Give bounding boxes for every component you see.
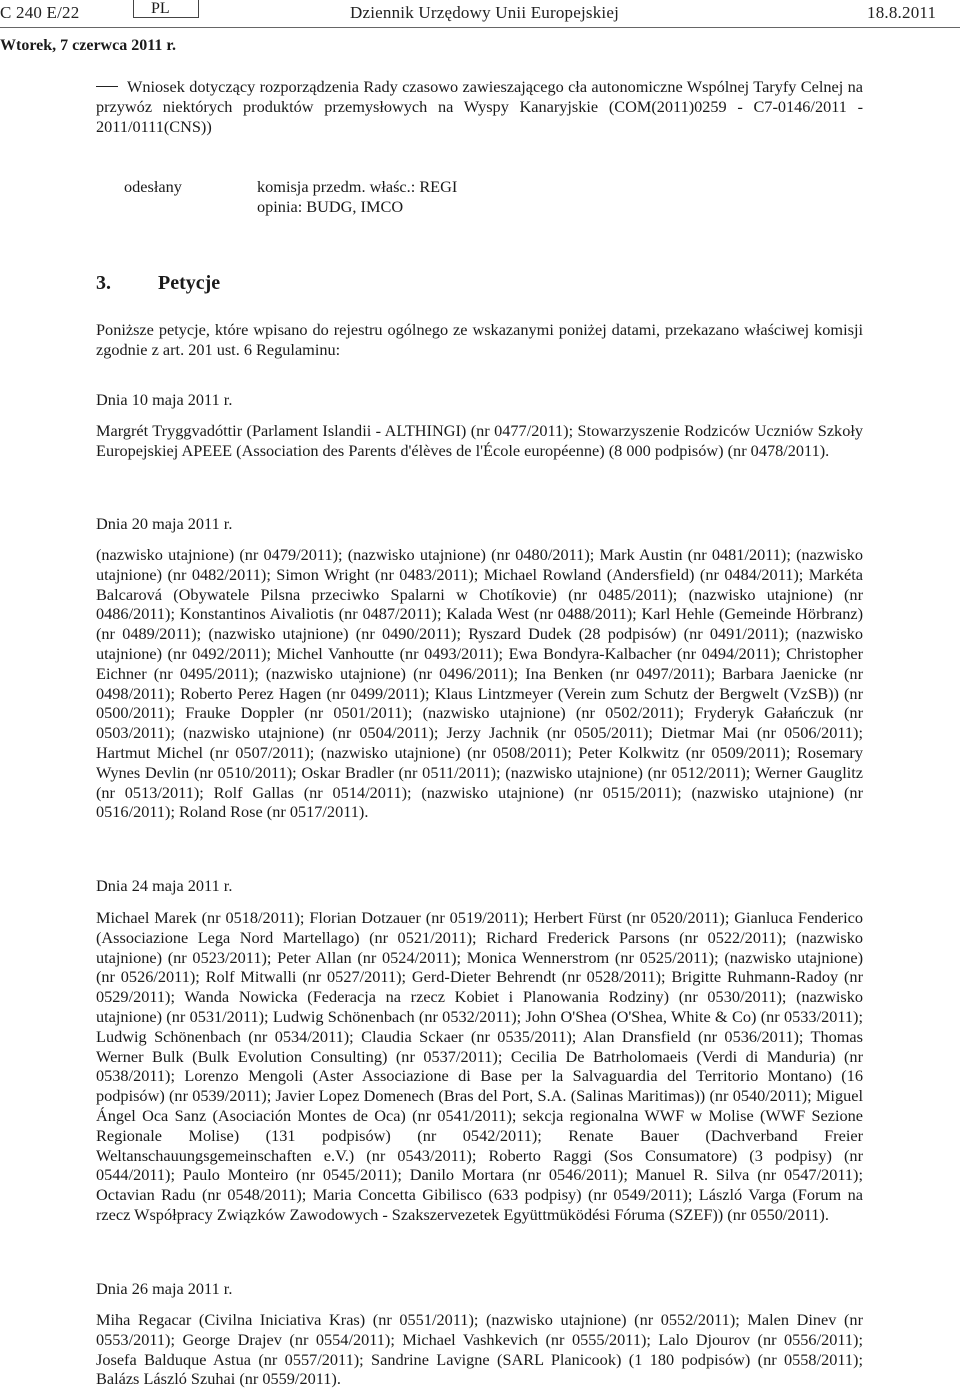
- referred-label: odesłany: [124, 177, 182, 196]
- page-reference: C 240 E/22: [0, 3, 80, 22]
- petition-text: Miha Regacar (Civilna Iniciativa Kras) (nr 0551/2011); (nazwisko utajnione) (nr 0552/2011); Malen Dinev (nr 0553/2011); George Drajev (nr 0554/2011); Michael Vashkevich (nr 0555/2011); Lalo Djourov (nr 0556/2011); Josefa Balduque Astua (nr 0557/2011); Sandrine Lavigne (SARL Planicook) (1 180 podpisów) (nr 0558/2011); Balázs László Szuhai (nr 0559/2011).: [96, 1310, 863, 1389]
- page-header: [0, 0, 960, 30]
- petition-text: Michael Marek (nr 0518/2011); Florian Dotzauer (nr 0519/2011); Herbert Fürst (nr 0520/2011); Gianluca Fenderico (Associazione Lega Nord Martellago) (nr 0521/2011); Richard Frederick Parsons (nr 0522/2011); (nazwisko utajnione) (nr 0523/2011); Peter Allan (nr 0524/2011); Monica Wennerstrom (nr 0525/2011); (nazwisko utajnione) (nr 0526/2011); Rolf Mitwalli (nr 0527/2011); Gerd-Dieter Behrendt (nr 0528/2011); Brigitte Ruhmann-Radoy (nr 0529/2011); Wanda Nowicka (Federacja na rzecz Kobiet i Planowania Rodziny) (nr 0530/2011); (nazwisko utajnione) (nr 0531/2011); Ludwig Schönenbach (nr 0532/2011); John O'Shea (O'Shea, White & Co) (nr 0533/2011); Ludwig Schönenbach (nr 0534/2011); Claudia Sckaer (nr 0535/2011); Alan Dransfield (nr 0536/2011); Thomas Werner Bulk (Bulk Evolution Consulting) (nr 0537/2011); Cecilia De Batrholomaeis (Verdi di Manduria) (nr 0538/2011); Lorenzo Mengoli (Aster Associazione di Base per la Salvaguardia del Territorio Montano) (16 podpisów) (nr 0539/2011); Javier Lopez Domenech (Bras del Port, S.A. (Salinas Maritimas)) (nr 0540/2011); Miguel Ángel Oca Sanz (Asociación Montes de Oca) (nr 0541/2011); sekcja regionalna WWF w Molise (WWF Sezione Regionale Molise) (131 podpisów) (nr 0542/2011); Renate Bauer (Dachverband Freier Weltanschauungsgemeinschaften e.V.) (nr 0543/2011); Roberto Raggi (Sos Consumatore) (3 podpisy) (nr 0544/2011); Paulo Monteiro (nr 0545/2011); Danilo Mortara (nr 0546/2011); Manuel R. Silva (nr 0547/2011); Octavian Radu (nr 0548/2011); Maria Concetta Gibilisco (633 podpisy) (nr 0549/2011); László Varga (Forum na rzecz Współpracy Związków Zawodowych - Szakszervezetek Együttmüködési Fóruma (SZEF)) (nr 0550/2011).: [96, 908, 863, 1224]
- intro-text: Poniższe petycje, które wpisano do rejestru ogólnego ze wskazanymi poniżej datami, przekazano właściwej komisji zgodnie z art. 201 ust. 6 Regulaminu:: [96, 320, 863, 359]
- day-heading: Dnia 26 maja 2011 r.: [96, 1279, 233, 1298]
- header-rule: [0, 27, 960, 28]
- section-heading: [96, 272, 220, 295]
- petition-text: Margrét Tryggvadóttir (Parlament Islandii - ALTHINGI) (nr 0477/2011); Stowarzyszenie Rodziców Uczniów Szkoły Europejskiej APEEE (Association des Parents d'élèves de l'École européenne) (8 000 podpisów) (nr 0478/2011).: [96, 421, 863, 460]
- journal-title: Dziennik Urzędowy Unii Europejskiej: [350, 3, 620, 22]
- day-heading: Dnia 24 maja 2011 r.: [96, 876, 233, 895]
- proposal-block: [96, 77, 863, 136]
- em-dash: [96, 86, 118, 87]
- language-code: PL: [151, 0, 170, 17]
- lead-committee: komisja przedm. właśc.: REGI: [257, 177, 458, 196]
- proposal-text: [96, 77, 863, 136]
- petition-list: [96, 1310, 863, 1389]
- publication-date: 18.8.2011: [867, 3, 937, 22]
- language-box: [133, 0, 199, 18]
- section-title: Petycje: [158, 272, 221, 294]
- proposal-text-content: Wniosek dotyczący rozporządzenia Rady czasowo zawieszającego cła autonomiczne Wspólnej Taryfy Celnej na przywóz niektórych produktów przemysłowych na Wyspy Kanaryjskie (COM(2011)0259 - C7-0146/2011 - 2011/0111(CNS)): [96, 77, 863, 136]
- petition-list: [96, 908, 863, 1225]
- petition-text: (nazwisko utajnione) (nr 0479/2011); (nazwisko utajnione) (nr 0480/2011); Mark Austin (nr 0481/2011); (nazwisko utajnione) (nr 0482/2011); Simon Wright (nr 0483/2011); Michael Rowland (Andersfield) (nr 0484/2011); Markéta Balcarová (Obywatele Pilsna przeciwko Spalarni w Chotíkovie) (nr 0485/2011); (nazwisko utajnione) (nr 0486/2011); Konstantinos Aivaliotis (nr 0487/2011); Kalada West (nr 0488/2011); Karl Hehle (Gemeinde Hörbranz) (nr 0489/2011); (nazwisko utajnione) (nr 0490/2011); Ryszard Dudek (28 podpisów) (nr 0491/2011); (nazwisko utajnione) (nr 0492/2011); Michel Vanhoutte (nr 0493/2011); Ewa Bondyra-Kalbacher (nr 0494/2011); Christopher Eichner (nr 0495/2011); (nazwisko utajnione) (nr 0496/2011); Ina Benken (nr 0497/2011); Barbara Jaenicke (nr 0498/2011); Roberto Perez Hagen (nr 0499/2011); Klaus Lintzmeyer (Verein zum Schutz der Bergwelt (VzSB)) (nr 0500/2011); Frauke Doppler (nr 0501/2011); (nazwisko utajnione) (nr 0502/2011); Fryderyk Gałańczuk (nr 0503/2011); (nazwisko utajnione) (nr 0504/2011); Jerzy Jachnik (nr 0505/2011); Dietmar Mai (nr 0506/2011); Hartmut Michel (nr 0507/2011); (nazwisko utajnione) (nr 0508/2011); Peter Kolkwitz (nr 0509/2011); Rosemary Wynes Devlin (nr 0510/2011); Oskar Bradler (nr 0511/2011); (nazwisko utajnione) (nr 0512/2011); Werner Gauglitz (nr 0513/2011); Rolf Gallas (nr 0514/2011); (nazwisko utajnione) (nr 0515/2011); (nazwisko utajnione) (nr 0516/2011); Roland Rose (nr 0517/2011).: [96, 545, 863, 822]
- section-intro: [96, 320, 863, 360]
- section-number: 3.: [96, 272, 111, 294]
- day-heading: Dnia 10 maja 2011 r.: [96, 390, 233, 409]
- day-heading: Dnia 20 maja 2011 r.: [96, 514, 233, 533]
- petition-list: [96, 545, 863, 822]
- referral-values: [257, 177, 857, 217]
- sitting-date: Wtorek, 7 czerwca 2011 r.: [0, 37, 176, 54]
- opinion-committees: opinia: BUDG, IMCO: [257, 197, 404, 216]
- petition-list: [96, 421, 863, 461]
